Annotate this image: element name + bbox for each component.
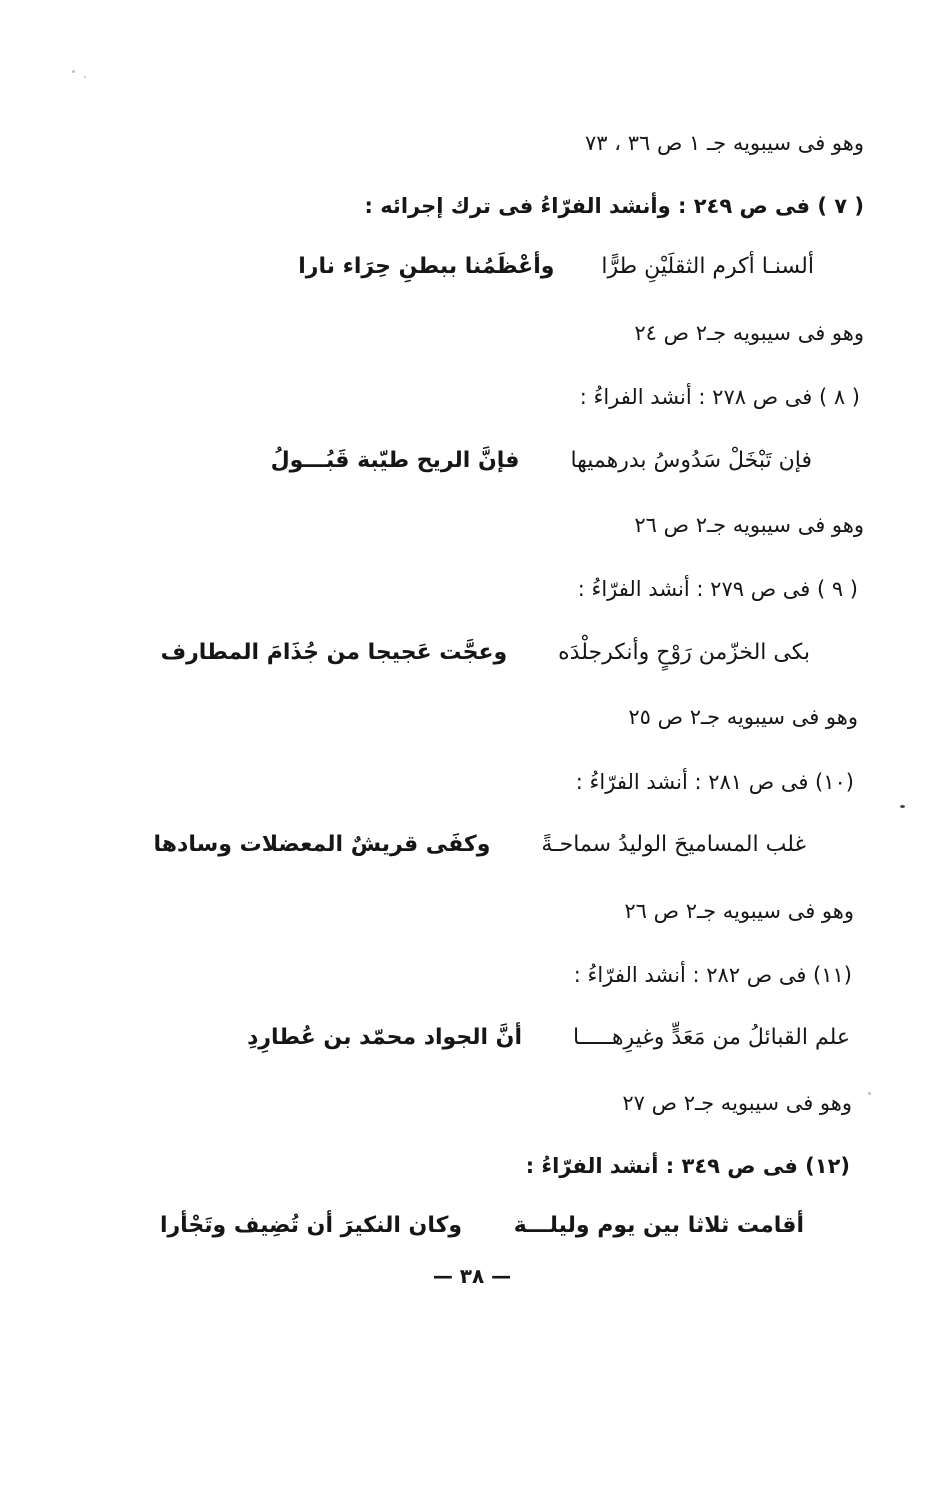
citation-heading: ( ٧ ) فى ص ٢٤٩ : وأنشد الفرّاءُ فى ترك إجرائه : (364, 194, 864, 218)
verse-first-hemistich: غلب المساميحَ الوليدُ سماحـةً (541, 832, 806, 857)
verse-second-hemistich: وكان النكيرَ أن تُضِيف وتَجْأرا (159, 1213, 463, 1238)
scan-speck (84, 76, 86, 78)
verse-second-hemistich: أنَّ الجواد محمّد بن عُطارِدِ (247, 1025, 522, 1050)
scan-mark (900, 805, 905, 808)
verse-first-hemistich: ألسنـا أكرم الثقلَيْنِ طرًّا (601, 254, 814, 279)
citation-heading: (١١) فى ص ٢٨٢ : أنشد الفرّاءُ : (573, 963, 852, 987)
scan-speck (72, 70, 75, 73)
poetry-verse (298, 250, 814, 284)
verse-second-hemistich: فإنَّ الريح طيّبة قَبُـــولُ (270, 448, 520, 473)
verse-second-hemistich: وأعْظَمُنا ببطنِ حِرَاء نارا (298, 254, 555, 279)
source-reference: وهو فى سيبويه جـ٢ ص ٢٦ (634, 513, 864, 537)
verse-first-hemistich: أقامت ثلاثا بين يوم وليلـــة (513, 1213, 804, 1238)
source-reference: وهو فى سيبويه جـ٢ ص ٢٧ (622, 1091, 852, 1115)
citation-heading: (١٠) فى ص ٢٨١ : أنشد الفرّاءُ : (575, 770, 854, 794)
verse-first-hemistich: علم القبائلُ من مَعَدٍّ وغيرِهـــــا (572, 1025, 850, 1050)
poetry-verse (154, 828, 806, 862)
citation-heading: (١٢) فى ص ٣٤٩ : أنشد الفرّاءُ : (525, 1154, 850, 1178)
verse-second-hemistich: وكفَى قريشٌ المعضلات وسادها (153, 832, 491, 857)
poetry-verse (247, 1021, 850, 1055)
page-number: — ٣٨ — (432, 1264, 512, 1288)
source-reference: وهو فى سيبويه جـ٢ ص ٢٥ (628, 705, 858, 729)
scan-speck (868, 1092, 871, 1095)
source-reference: وهو فى سيبويه جـ٢ ص ٢٦ (624, 899, 854, 923)
poetry-verse (160, 1209, 804, 1243)
citation-heading: ( ٨ ) فى ص ٢٧٨ : أنشد الفراءُ : (579, 385, 860, 409)
poetry-verse (161, 636, 810, 670)
poetry-verse (271, 444, 812, 478)
verse-first-hemistich: فإن تَبْخَلْ سَدُوسُ بدرهميها (570, 448, 812, 473)
verse-first-hemistich: بكى الخزّمن رَوْحٍ وأنكرجلْدَه (558, 640, 810, 665)
verse-second-hemistich: وعجَّت عَجيجا من جُذَامَ المطارف (160, 640, 508, 665)
citation-heading: ( ٩ ) فى ص ٢٧٩ : أنشد الفرّاءُ : (577, 577, 858, 601)
source-reference: وهو فى سيبويه جـ٢ ص ٢٤ (634, 321, 864, 345)
source-reference: وهو فى سيبويه جـ ١ ص ٣٦ ، ٧٣ (585, 131, 864, 155)
